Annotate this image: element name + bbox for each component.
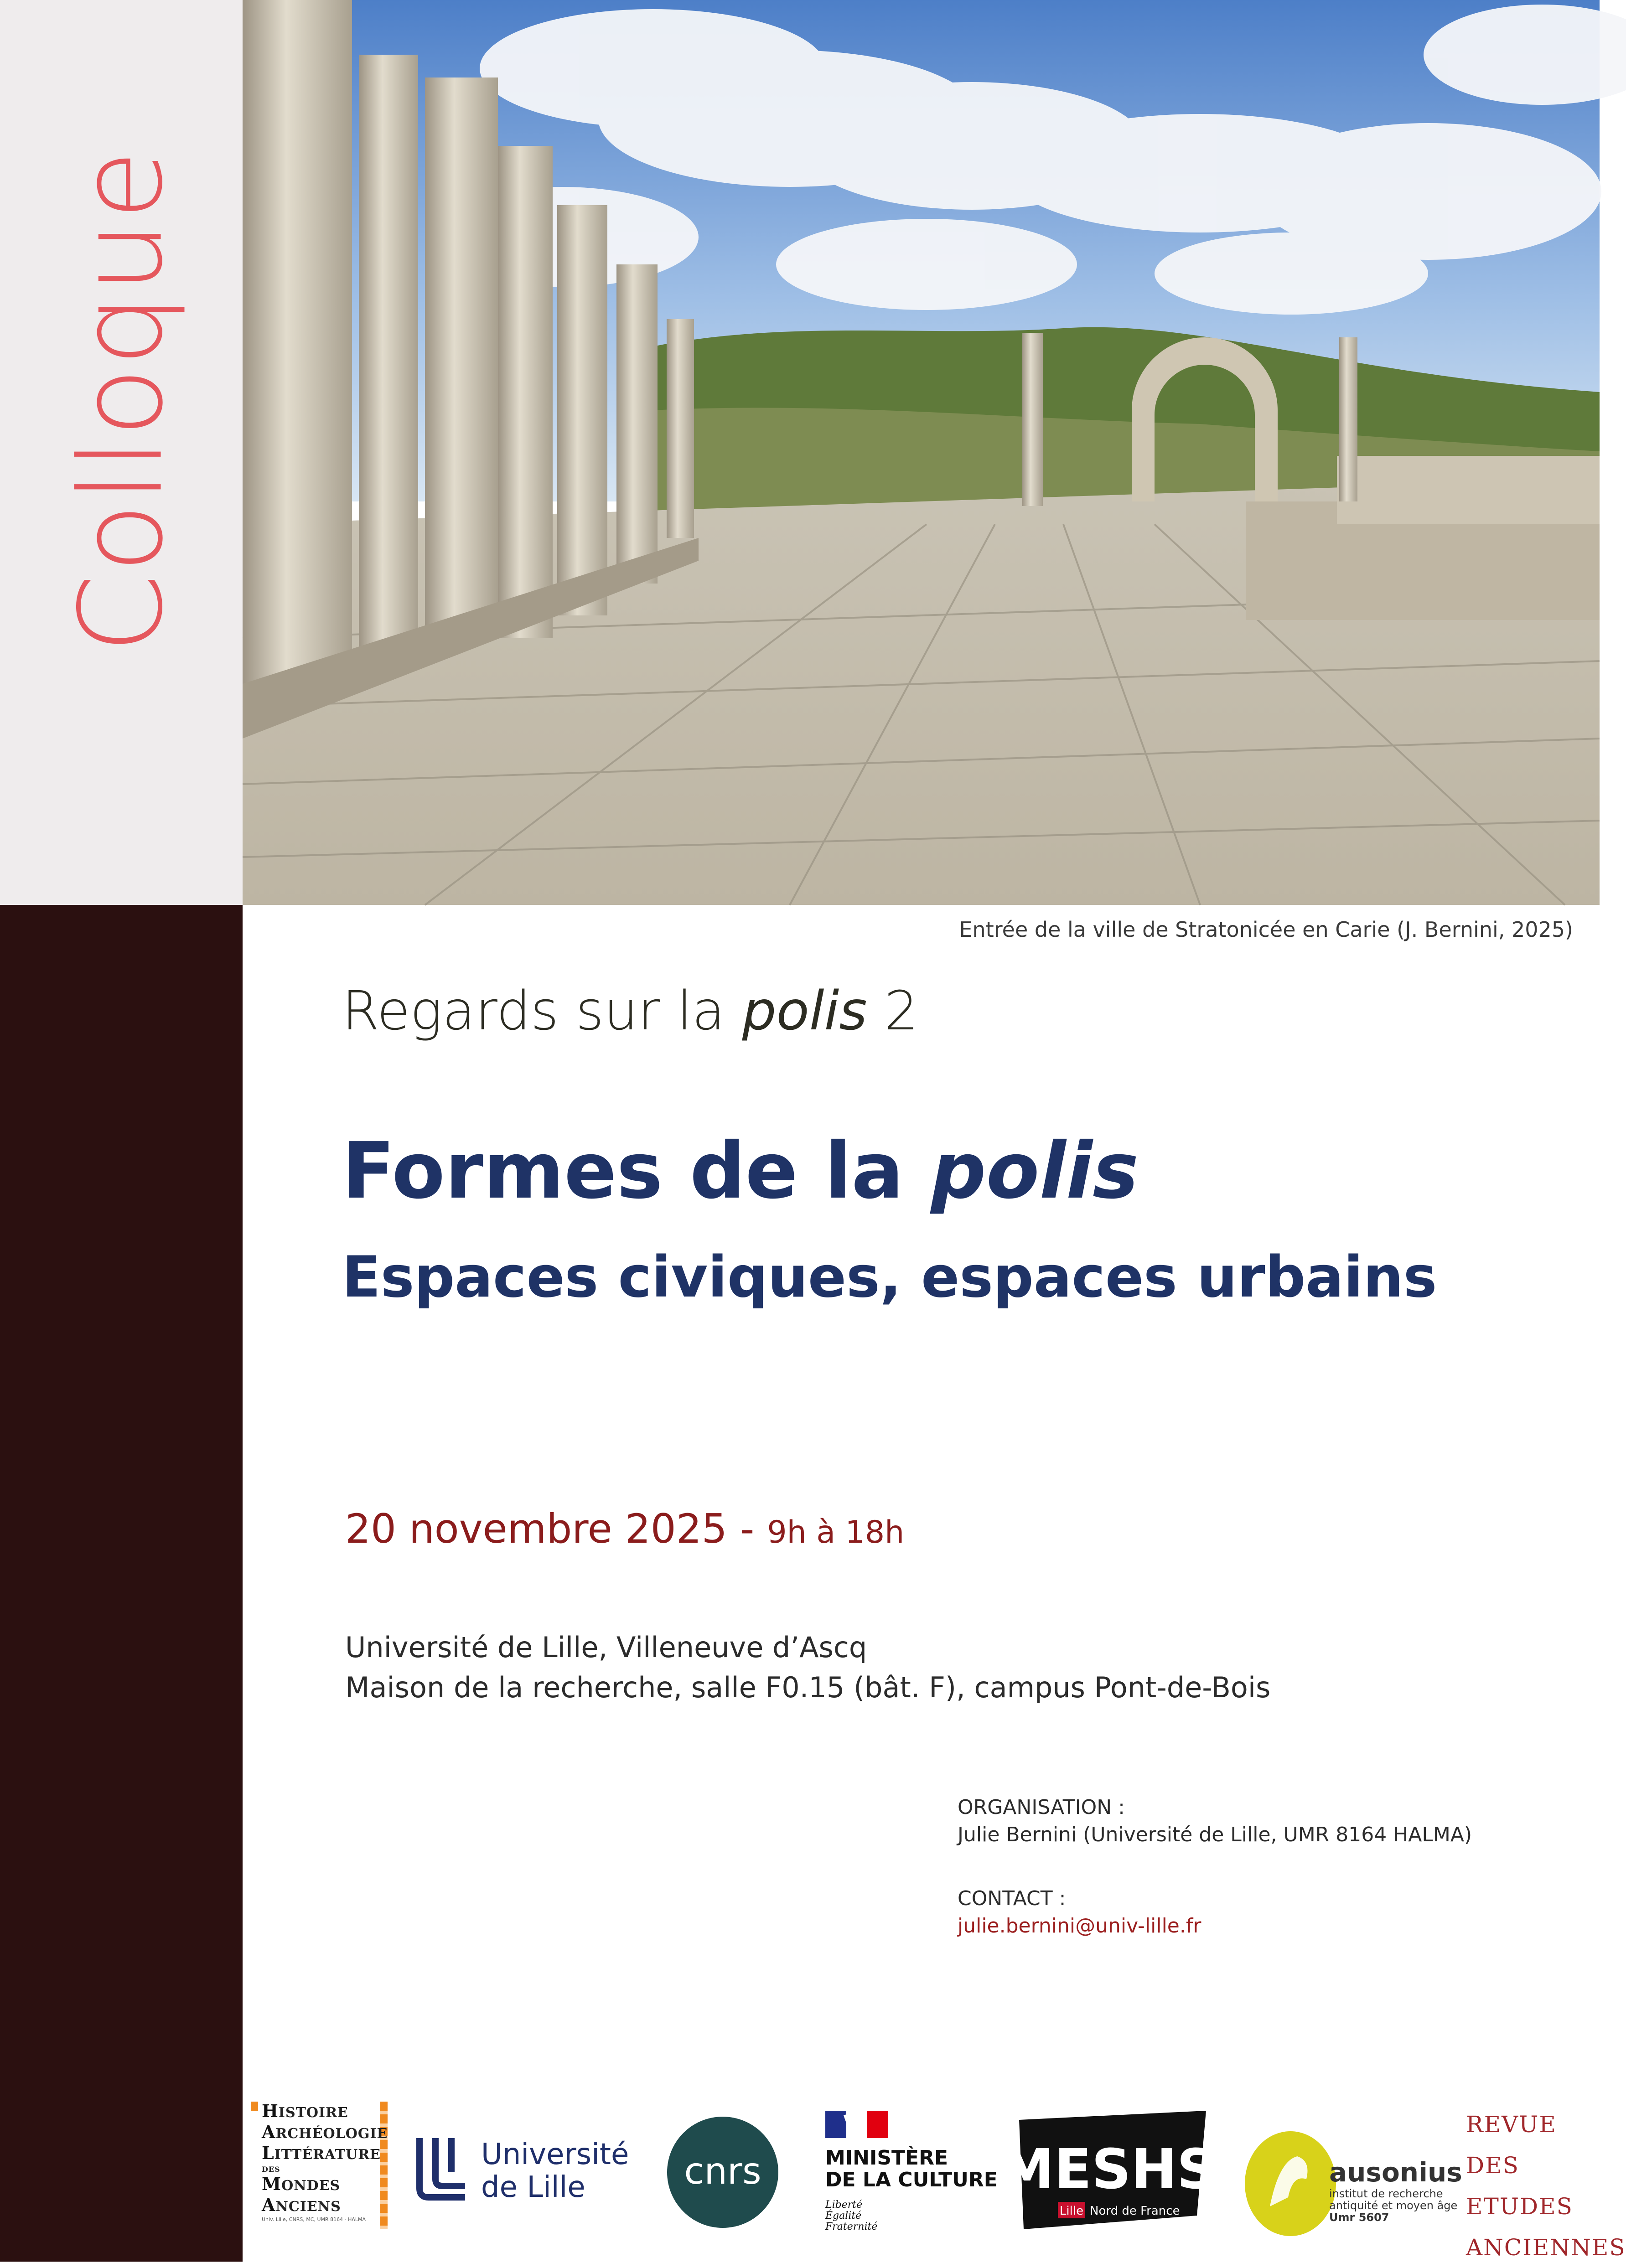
meshs-logo (999, 2111, 1217, 2234)
svg-text:Nord de France: Nord de France (1090, 2204, 1180, 2218)
universite-de-lille-logo: Université de Lille (413, 2134, 650, 2206)
venue-line-1: Université de Lille, Villeneuve d’Ascq (345, 1631, 867, 1664)
ausonius-logo (1243, 2124, 1462, 2238)
contact-block (958, 1885, 1201, 1940)
contact-label: CONTACT : (958, 1887, 1066, 1910)
sidebar-dark-panel (0, 905, 243, 2262)
subtitle: Espaces civiques, espaces urbains (342, 1245, 1437, 1310)
main-title: Formes de la polis (342, 1126, 1139, 1216)
venue-line-2: Maison de la recherche, salle F0.15 (bât. F), campus Pont-de-Bois (345, 1671, 1271, 1704)
contact-email-link[interactable]: julie.bernini@univ-lille.fr (958, 1914, 1201, 1937)
organisation-block (958, 1794, 1472, 1849)
svg-text:Umr 5607: Umr 5607 (1329, 2211, 1389, 2224)
ulille-mark-icon (413, 2134, 472, 2202)
photo-caption: Entrée de la ville de Stratonicée en Carie (J. Bernini, 2025) (959, 917, 1573, 942)
ruins-photo (243, 0, 1600, 905)
svg-text:MESHS: MESHS (999, 2138, 1217, 2201)
organisation-label: ORGANISATION : (958, 1796, 1125, 1819)
svg-text:antiquité et moyen âge: antiquité et moyen âge (1329, 2199, 1458, 2212)
svg-text:cnrs: cnrs (684, 2150, 761, 2192)
svg-text:ausonius: ausonius (1329, 2157, 1462, 2188)
colloque-label: Colloque (55, 149, 188, 654)
event-date: 20 novembre 2025 - 9h à 18h (345, 1505, 905, 1552)
ministere-culture-logo: MINISTÈRE DE LA CULTURE Liberté Égalité Fraternité (821, 2111, 1003, 2238)
marianne-flag-icon (825, 2111, 889, 2138)
cnrs-logo (666, 2115, 780, 2229)
svg-text:institut de recherche: institut de recherche (1329, 2187, 1443, 2200)
venue (345, 1627, 1270, 1708)
organisation-value: Julie Bernini (Université de Lille, UMR 8164 HALMA) (958, 1823, 1472, 1846)
svg-text:Lille: Lille (1059, 2204, 1084, 2218)
event-time: 9h à 18h (767, 1514, 905, 1550)
revue-etudes-anciennes-logo: REVUE DES ETUDES ANCIENNES (1466, 2111, 1626, 2261)
halma-logo: HISTOIRE ARCHÉOLOGIE LITTÉRATURE DES MONDES ANCIENS Univ. Lille, CNRS, MC, UMR 8164 - HALMA (251, 2102, 388, 2234)
series-title: Regards sur la polis 2 (342, 979, 919, 1042)
